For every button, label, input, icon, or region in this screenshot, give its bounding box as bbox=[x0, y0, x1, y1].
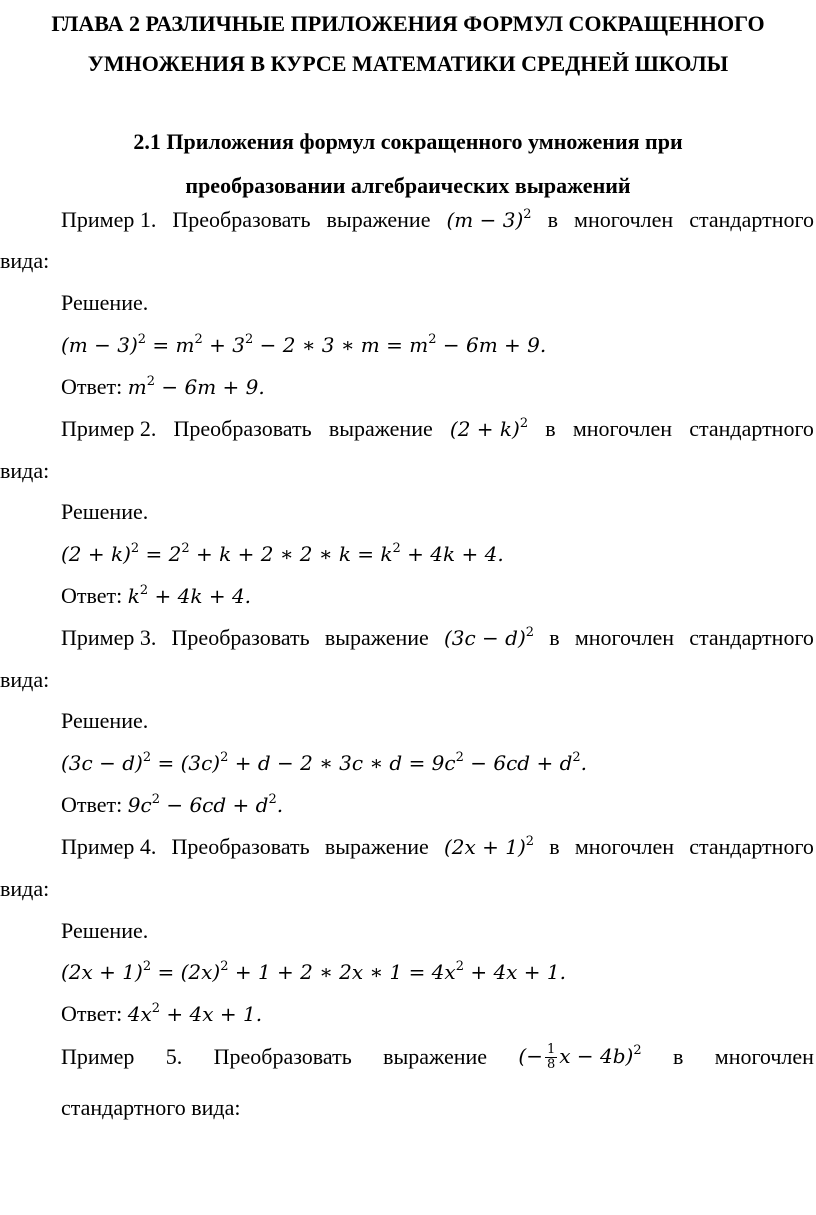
statement-tail: стандартного вида: bbox=[61, 1095, 241, 1120]
answer-label: Ответ: bbox=[61, 792, 123, 817]
answer: Ответ: 𝑚$^2$ − 6𝑚 + 9. bbox=[61, 374, 265, 399]
chapter-title-line1: ГЛАВА 2 РАЗЛИЧНЫЕ ПРИЛОЖЕНИЯ ФОРМУЛ СОКРАЩЕННОГО bbox=[51, 11, 765, 36]
answer-label: Ответ: bbox=[61, 583, 123, 608]
section-title-line2: преобразовании алгебраических выражений bbox=[185, 173, 631, 198]
solution-formula: (𝑚 − 3)$^2$ = 𝑚$^2$ + $3^2 - 2$ ∗ 3 ∗ 𝑚 = 𝑚$^2$ − 6𝑚 + 9. bbox=[61, 332, 547, 357]
example-label-number: 5. bbox=[165, 1043, 183, 1069]
section-title bbox=[10, 120, 806, 208]
example-expression: (2𝑥 + 1)$^2$ bbox=[443, 834, 535, 859]
statement-tail: вида: bbox=[0, 248, 50, 273]
chapter-title-line2: УМНОЖЕНИЯ В КУРСЕ МАТЕМАТИКИ СРЕДНЕЙ ШКОЛЫ bbox=[87, 51, 729, 76]
example-4-statement: Пример 4. Преобразовать выражение (2𝑥 + 1)$^2$ в многочлен стандартного bbox=[0, 832, 816, 862]
example-expression: (2 + 𝑘)$^2$ bbox=[449, 416, 529, 441]
answer: Ответ: 4𝑥$^2$ + 4𝑥 + 1. bbox=[61, 1001, 263, 1026]
statement-tail: вида: bbox=[0, 667, 50, 692]
answer-label: Ответ: bbox=[61, 1001, 123, 1026]
answer: Ответ: 9𝑐$^2$ − 6𝑐𝑑 + 𝑑$^2$. bbox=[61, 792, 284, 817]
example-label: Пример 4. bbox=[61, 834, 157, 859]
statement-tail: вида: bbox=[0, 458, 50, 483]
solution-formula: (2𝑥 + 1)$^2$ = (2𝑥)$^2$ + 1 + 2 ∗ 2𝑥 ∗ 1 = 4𝑥$^2$ + 4𝑥 + 1. bbox=[61, 959, 566, 984]
example-label: Пример 3. bbox=[61, 625, 157, 650]
answer-label: Ответ: bbox=[61, 374, 123, 399]
solution-label: Решение. bbox=[61, 918, 149, 943]
solution-formula: (3𝑐 − 𝑑)$^2$ = (3𝑐)$^2$ + 𝑑 − 2 ∗ 3𝑐 ∗ 𝑑 = 9𝑐$^2$ − 6𝑐𝑑 + 𝑑$^2$. bbox=[61, 750, 588, 775]
section-title-line1: 2.1 Приложения формул сокращенного умножения при bbox=[133, 129, 683, 154]
answer: Ответ: 𝑘$^2$ + 4𝑘 + 4. bbox=[61, 583, 252, 608]
statement-tail: вида: bbox=[0, 876, 50, 901]
solution-label: Решение. bbox=[61, 499, 149, 524]
solution-label: Решение. bbox=[61, 708, 149, 733]
chapter-title bbox=[10, 4, 806, 84]
example-expression: (− $\frac{1}{8}$ 𝑥 − 4𝑏)$^2$ bbox=[518, 1042, 642, 1072]
example-expression: (3𝑐 − 𝑑)$^2$ bbox=[443, 625, 535, 650]
example-expression: (𝑚 − 3)$^2$ bbox=[446, 207, 532, 232]
example-label: Пример 1. bbox=[61, 207, 157, 232]
fraction: $\frac{1}{8}$ bbox=[546, 1042, 556, 1072]
example-label: Пример 2. bbox=[61, 416, 157, 441]
example-3-statement: Пример 3. Преобразовать выражение (3𝑐 − 𝑑)$^2$ в многочлен стандартного bbox=[0, 623, 816, 653]
example-2-statement: Пример 2. Преобразовать выражение (2 + 𝑘)$^2$ в многочлен стандартного bbox=[0, 414, 816, 444]
solution-formula: (2 + 𝑘)$^2$ = $2^2$ + 𝑘 + 2 ∗ 2 ∗ 𝑘 = 𝑘$^2$ + 4𝑘 + 4. bbox=[61, 541, 504, 566]
example-1-statement: Пример 1. Преобразовать выражение (𝑚 − 3)$^2$ в многочлен стандартного bbox=[0, 205, 816, 235]
solution-label: Решение. bbox=[61, 290, 149, 315]
example-5-statement: Пример 5. Преобразовать выражение (− $\frac{1}{8}$ 𝑥 − 4𝑏)$^2$ в многочлен bbox=[61, 1042, 814, 1072]
example-label-word: Пример bbox=[61, 1043, 135, 1069]
